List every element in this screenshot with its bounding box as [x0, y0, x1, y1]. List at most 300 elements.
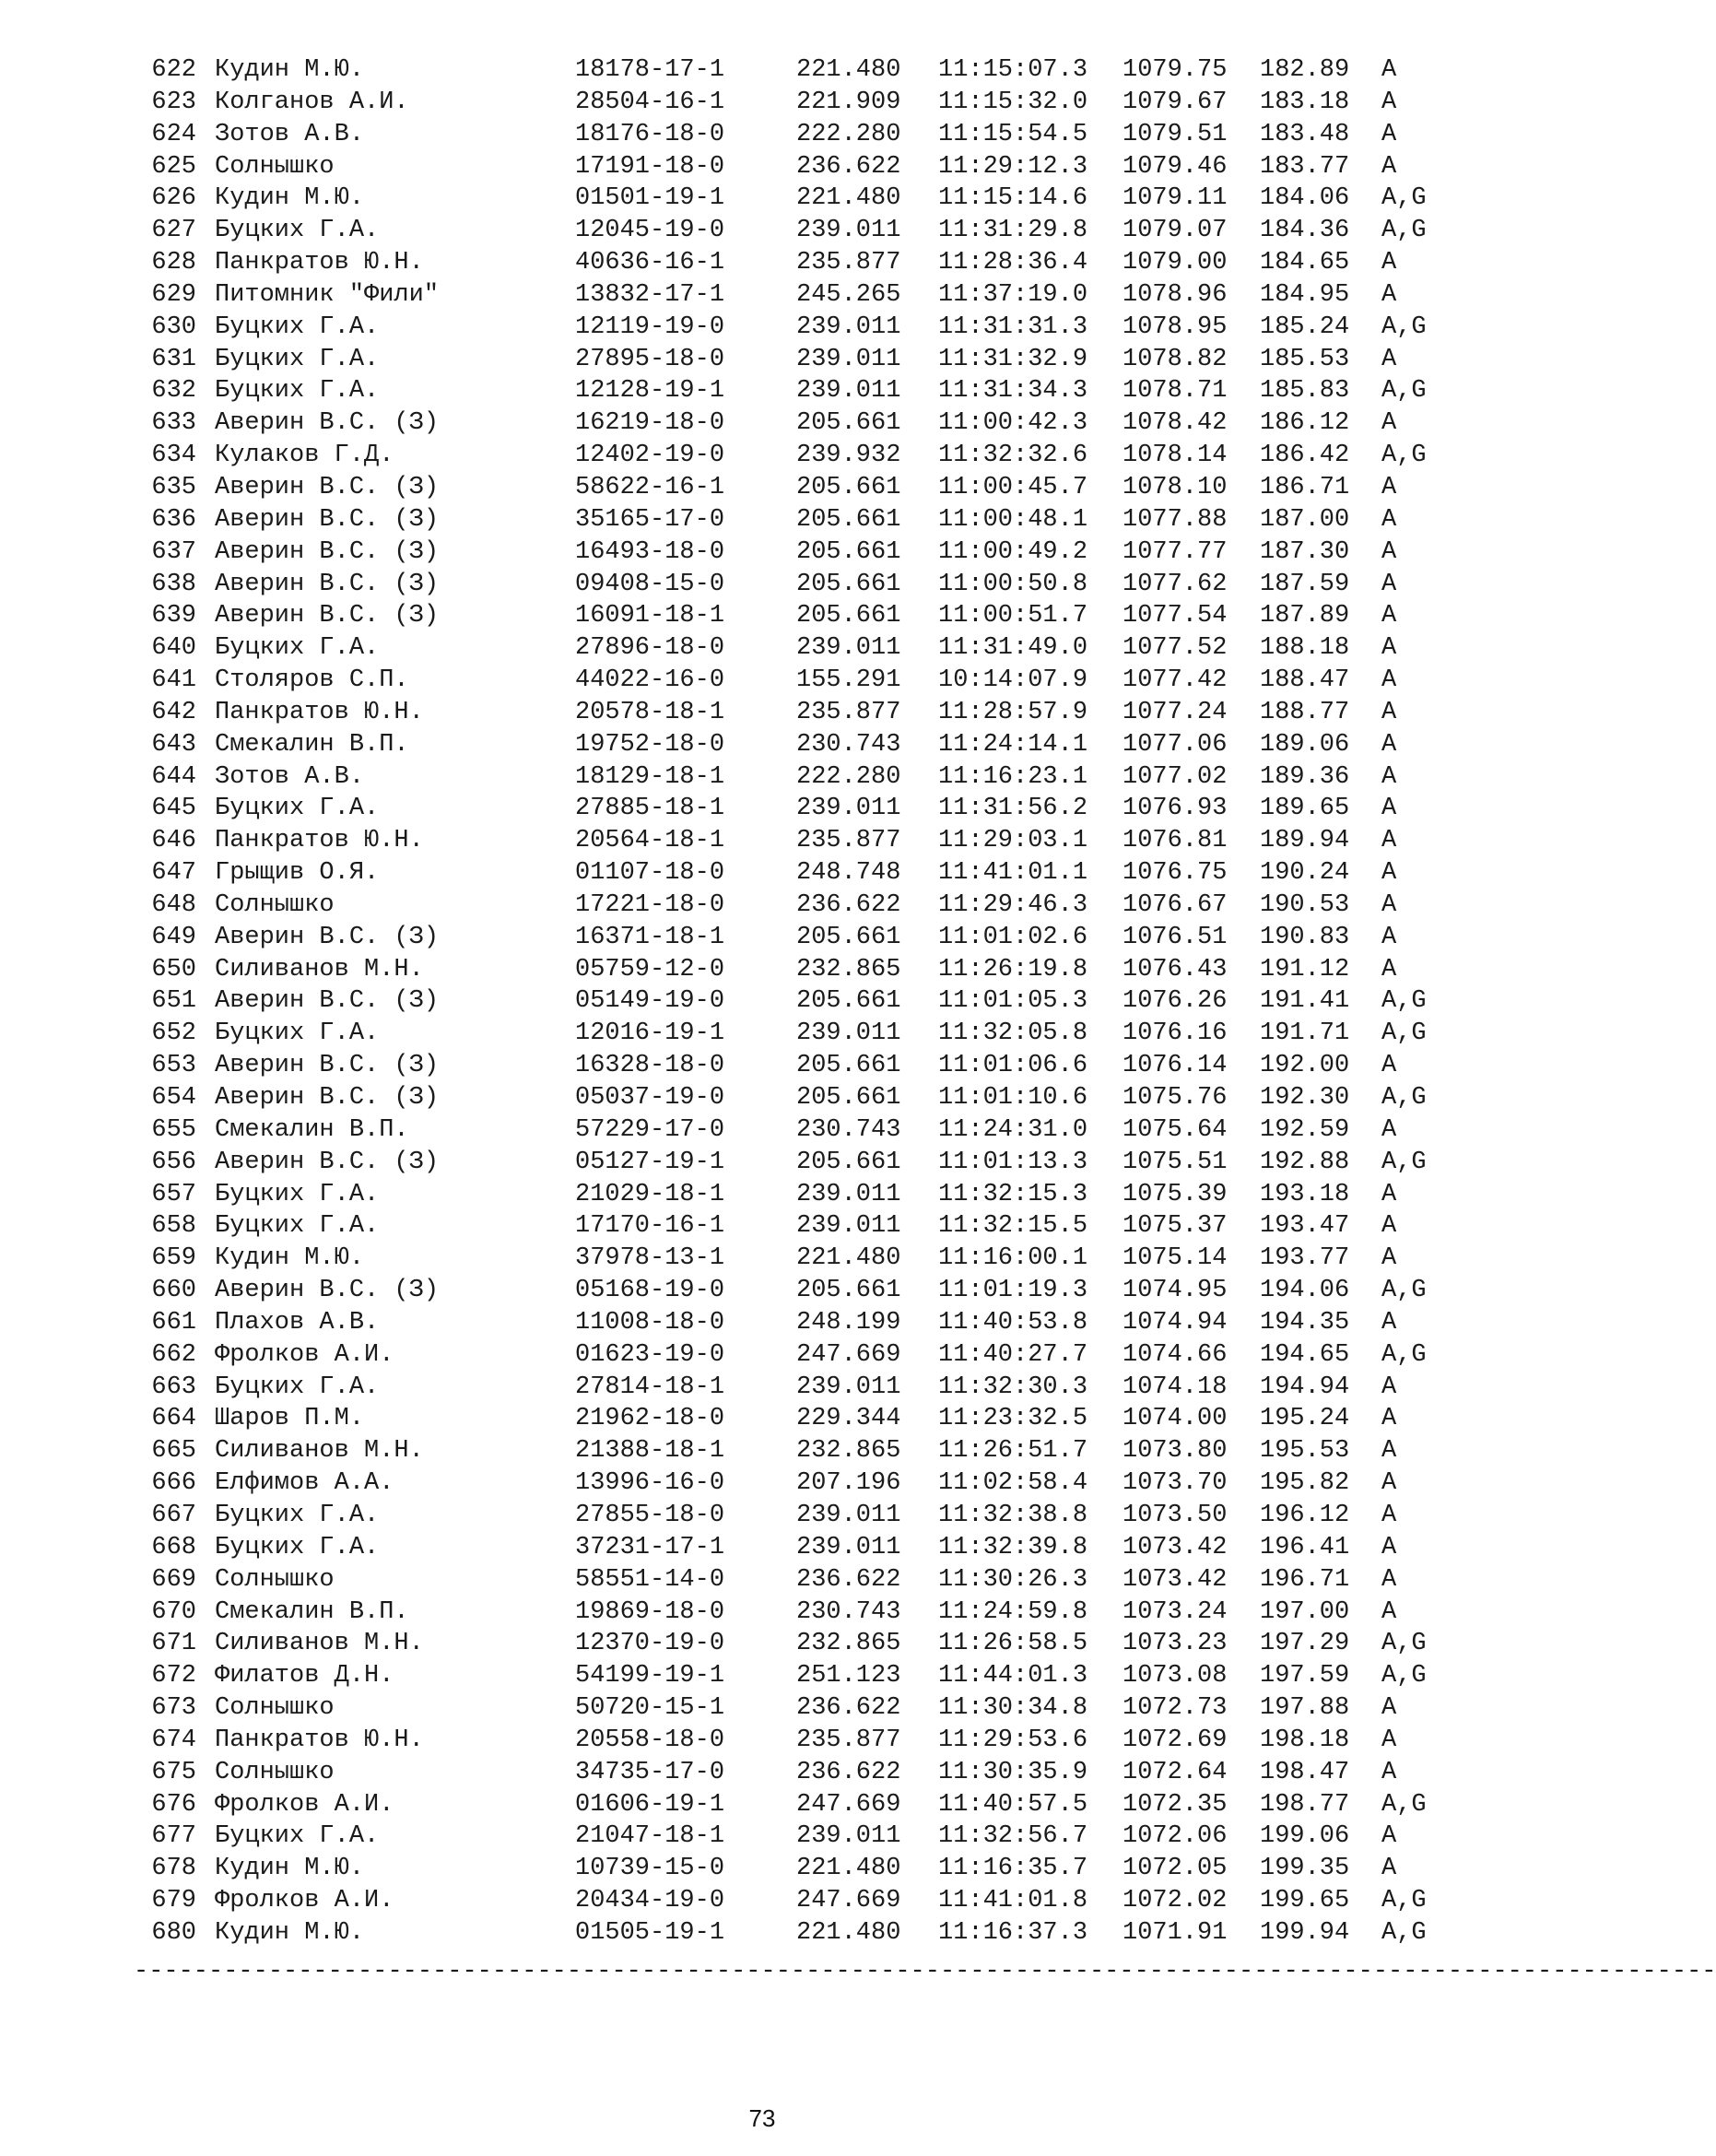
ring-number-cell: 21047-18-1: [575, 1822, 725, 1851]
coefficient-cell: 190.83: [1260, 923, 1350, 951]
fancier-name-cell: Аверин В.С. (З): [215, 923, 440, 951]
distance-cell: 205.661: [796, 1084, 901, 1112]
fancier-name-cell: Силиванов М.Н.: [215, 1630, 424, 1658]
coefficient-cell: 195.53: [1260, 1437, 1350, 1466]
flags-cell: A,G: [1381, 377, 1427, 406]
distance-cell: 245.265: [796, 280, 901, 309]
speed-cell: 1076.16: [1122, 1019, 1228, 1048]
ring-number-cell: 01623-19-0: [575, 1340, 725, 1369]
arrival-time-cell: 11:26:58.5: [938, 1630, 1088, 1658]
flags-cell: A: [1381, 280, 1397, 309]
arrival-time-cell: 11:01:13.3: [938, 1148, 1088, 1176]
fancier-name-cell: Кудин М.Ю.: [215, 184, 365, 213]
table-row: [149, 954, 1464, 986]
rank-cell: 636: [151, 505, 196, 534]
table-row: [149, 472, 1464, 504]
arrival-time-cell: 11:32:15.3: [938, 1180, 1088, 1208]
fancier-name-cell: Аверин В.С. (З): [215, 473, 440, 501]
ring-number-cell: 05759-12-0: [575, 955, 725, 984]
coefficient-cell: 189.94: [1260, 827, 1350, 855]
fancier-name-cell: Панкратов Ю.Н.: [215, 249, 424, 277]
flags-cell: A,G: [1381, 1148, 1427, 1176]
distance-cell: 236.622: [796, 1694, 901, 1723]
distance-cell: 232.865: [796, 1630, 901, 1658]
distance-cell: 239.011: [796, 377, 901, 406]
rank-cell: 623: [151, 88, 196, 116]
distance-cell: 239.011: [796, 1212, 901, 1241]
distance-cell: 205.661: [796, 923, 901, 951]
distance-cell: 232.865: [796, 1437, 901, 1466]
distance-cell: 239.011: [796, 345, 901, 373]
table-row: [149, 632, 1464, 665]
ring-number-cell: 16371-18-1: [575, 923, 725, 951]
flags-cell: A: [1381, 730, 1397, 759]
table-row: [149, 1467, 1464, 1500]
ring-number-cell: 05127-19-1: [575, 1148, 725, 1176]
ring-number-cell: 12045-19-0: [575, 217, 725, 245]
arrival-time-cell: 11:15:07.3: [938, 56, 1088, 84]
rank-cell: 661: [151, 1308, 196, 1337]
distance-cell: 205.661: [796, 570, 901, 598]
ring-number-cell: 12370-19-0: [575, 1630, 725, 1658]
arrival-time-cell: 11:00:49.2: [938, 537, 1088, 566]
arrival-time-cell: 11:30:34.8: [938, 1694, 1088, 1723]
speed-cell: 1076.75: [1122, 859, 1228, 888]
arrival-time-cell: 11:26:51.7: [938, 1437, 1088, 1466]
flags-cell: A: [1381, 473, 1397, 501]
distance-cell: 205.661: [796, 987, 901, 1016]
flags-cell: A: [1381, 570, 1397, 598]
table-row: [149, 151, 1464, 183]
fancier-name-cell: Аверин В.С. (З): [215, 409, 440, 438]
speed-cell: 1079.67: [1122, 88, 1228, 116]
rank-cell: 668: [151, 1533, 196, 1561]
coefficient-cell: 187.89: [1260, 602, 1350, 630]
fancier-name-cell: Грыщив О.Я.: [215, 859, 380, 888]
coefficient-cell: 194.94: [1260, 1373, 1350, 1401]
distance-cell: 236.622: [796, 152, 901, 181]
speed-cell: 1073.70: [1122, 1469, 1228, 1498]
speed-cell: 1077.42: [1122, 666, 1228, 695]
fancier-name-cell: Фролков А.И.: [215, 1790, 394, 1819]
speed-cell: 1074.66: [1122, 1340, 1228, 1369]
ring-number-cell: 28504-16-1: [575, 88, 725, 116]
distance-cell: 230.743: [796, 730, 901, 759]
table-row: [149, 857, 1464, 889]
page-number: 73: [748, 2104, 776, 2132]
ring-number-cell: 01107-18-0: [575, 859, 725, 888]
distance-cell: 235.877: [796, 827, 901, 855]
rank-cell: 669: [151, 1565, 196, 1594]
ring-number-cell: 37978-13-1: [575, 1244, 725, 1273]
coefficient-cell: 188.18: [1260, 634, 1350, 663]
table-row: [149, 1435, 1464, 1467]
coefficient-cell: 191.71: [1260, 1019, 1350, 1048]
rank-cell: 633: [151, 409, 196, 438]
speed-cell: 1077.52: [1122, 634, 1228, 663]
coefficient-cell: 185.24: [1260, 312, 1350, 341]
rank-cell: 642: [151, 698, 196, 726]
speed-cell: 1079.51: [1122, 120, 1228, 148]
ring-number-cell: 18176-18-0: [575, 120, 725, 148]
distance-cell: 205.661: [796, 1052, 901, 1080]
table-row: [149, 1885, 1464, 1917]
rank-cell: 673: [151, 1694, 196, 1723]
arrival-time-cell: 11:32:56.7: [938, 1822, 1088, 1851]
flags-cell: A: [1381, 1565, 1397, 1594]
flags-cell: A: [1381, 537, 1397, 566]
arrival-time-cell: 11:29:53.6: [938, 1726, 1088, 1754]
rank-cell: 679: [151, 1887, 196, 1915]
rank-cell: 660: [151, 1277, 196, 1305]
flags-cell: A: [1381, 1405, 1397, 1433]
speed-cell: 1077.02: [1122, 762, 1228, 791]
ring-number-cell: 21388-18-1: [575, 1437, 725, 1466]
arrival-time-cell: 11:29:46.3: [938, 890, 1088, 919]
table-row: [149, 1147, 1464, 1179]
distance-cell: 235.877: [796, 1726, 901, 1754]
coefficient-cell: 199.06: [1260, 1822, 1350, 1851]
table-row: [149, 1853, 1464, 1885]
speed-cell: 1072.73: [1122, 1694, 1228, 1723]
arrival-time-cell: 11:26:19.8: [938, 955, 1088, 984]
speed-cell: 1078.71: [1122, 377, 1228, 406]
ring-number-cell: 12128-19-1: [575, 377, 725, 406]
coefficient-cell: 184.06: [1260, 184, 1350, 213]
distance-cell: 221.480: [796, 1855, 901, 1883]
arrival-time-cell: 11:40:57.5: [938, 1790, 1088, 1819]
arrival-time-cell: 11:30:35.9: [938, 1758, 1088, 1786]
rank-cell: 666: [151, 1469, 196, 1498]
table-row: [149, 407, 1464, 440]
distance-cell: 205.661: [796, 602, 901, 630]
ring-number-cell: 35165-17-0: [575, 505, 725, 534]
distance-cell: 221.480: [796, 1918, 901, 1947]
table-row: [149, 247, 1464, 279]
rank-cell: 665: [151, 1437, 196, 1466]
flags-cell: A,G: [1381, 1340, 1427, 1369]
distance-cell: 248.748: [796, 859, 901, 888]
ring-number-cell: 58551-14-0: [575, 1565, 725, 1594]
coefficient-cell: 193.77: [1260, 1244, 1350, 1273]
coefficient-cell: 195.24: [1260, 1405, 1350, 1433]
table-row: [149, 1596, 1464, 1629]
arrival-time-cell: 11:01:02.6: [938, 923, 1088, 951]
speed-cell: 1071.91: [1122, 1918, 1228, 1947]
ring-number-cell: 20558-18-0: [575, 1726, 725, 1754]
flags-cell: A,G: [1381, 217, 1427, 245]
coefficient-cell: 183.18: [1260, 88, 1350, 116]
fancier-name-cell: Силиванов М.Н.: [215, 955, 424, 984]
ring-number-cell: 27895-18-0: [575, 345, 725, 373]
table-row: [149, 87, 1464, 119]
table-row: [149, 54, 1464, 87]
speed-cell: 1076.51: [1122, 923, 1228, 951]
fancier-name-cell: Солнышко: [215, 1758, 335, 1786]
fancier-name-cell: Аверин В.С. (З): [215, 1084, 440, 1112]
rank-cell: 675: [151, 1758, 196, 1786]
arrival-time-cell: 11:01:05.3: [938, 987, 1088, 1016]
ring-number-cell: 27855-18-0: [575, 1501, 725, 1529]
distance-cell: 221.909: [796, 88, 901, 116]
fancier-name-cell: Буцких Г.А.: [215, 795, 380, 823]
ring-number-cell: 44022-16-0: [575, 666, 725, 695]
fancier-name-cell: Аверин В.С. (З): [215, 987, 440, 1016]
flags-cell: A,G: [1381, 1887, 1427, 1915]
distance-cell: 155.291: [796, 666, 901, 695]
ring-number-cell: 13996-16-0: [575, 1469, 725, 1498]
rank-cell: 635: [151, 473, 196, 501]
coefficient-cell: 193.47: [1260, 1212, 1350, 1241]
distance-cell: 205.661: [796, 1277, 901, 1305]
speed-cell: 1072.02: [1122, 1887, 1228, 1915]
coefficient-cell: 188.47: [1260, 666, 1350, 695]
ring-number-cell: 05149-19-0: [575, 987, 725, 1016]
distance-cell: 239.011: [796, 1501, 901, 1529]
distance-cell: 221.480: [796, 184, 901, 213]
fancier-name-cell: Кудин М.Ю.: [215, 1244, 365, 1273]
ring-number-cell: 05037-19-0: [575, 1084, 725, 1112]
speed-cell: 1074.94: [1122, 1308, 1228, 1337]
fancier-name-cell: Фролков А.И.: [215, 1340, 394, 1369]
ring-number-cell: 19752-18-0: [575, 730, 725, 759]
fancier-name-cell: Буцких Г.А.: [215, 345, 380, 373]
speed-cell: 1078.14: [1122, 442, 1228, 470]
speed-cell: 1077.54: [1122, 602, 1228, 630]
table-row: [149, 1820, 1464, 1853]
flags-cell: A,G: [1381, 1019, 1427, 1048]
fancier-name-cell: Смекалин В.П.: [215, 730, 409, 759]
fancier-name-cell: Буцких Г.А.: [215, 634, 380, 663]
coefficient-cell: 184.65: [1260, 249, 1350, 277]
ring-number-cell: 01501-19-1: [575, 184, 725, 213]
rank-cell: 638: [151, 570, 196, 598]
table-row: [149, 569, 1464, 601]
distance-cell: 239.011: [796, 1822, 901, 1851]
rank-cell: 629: [151, 280, 196, 309]
arrival-time-cell: 11:32:38.8: [938, 1501, 1088, 1529]
table-row: [149, 440, 1464, 472]
coefficient-cell: 184.36: [1260, 217, 1350, 245]
ring-number-cell: 01606-19-1: [575, 1790, 725, 1819]
ring-number-cell: 27896-18-0: [575, 634, 725, 663]
distance-cell: 236.622: [796, 1758, 901, 1786]
arrival-time-cell: 11:32:05.8: [938, 1019, 1088, 1048]
ring-number-cell: 54199-19-1: [575, 1662, 725, 1691]
ring-number-cell: 37231-17-1: [575, 1533, 725, 1561]
coefficient-cell: 189.65: [1260, 795, 1350, 823]
arrival-time-cell: 11:00:42.3: [938, 409, 1088, 438]
coefficient-cell: 198.47: [1260, 1758, 1350, 1786]
ring-number-cell: 01505-19-1: [575, 1918, 725, 1947]
coefficient-cell: 196.41: [1260, 1533, 1350, 1561]
fancier-name-cell: Буцких Г.А.: [215, 377, 380, 406]
fancier-name-cell: Буцких Г.А.: [215, 1501, 380, 1529]
table-row: [149, 1179, 1464, 1211]
rank-cell: 639: [151, 602, 196, 630]
flags-cell: A: [1381, 120, 1397, 148]
flags-cell: A,G: [1381, 184, 1427, 213]
rank-cell: 640: [151, 634, 196, 663]
fancier-name-cell: Аверин В.С. (З): [215, 1148, 440, 1176]
arrival-time-cell: 11:01:06.6: [938, 1052, 1088, 1080]
fancier-name-cell: Кулаков Г.Д.: [215, 442, 394, 470]
speed-cell: 1076.26: [1122, 987, 1228, 1016]
arrival-time-cell: 11:16:35.7: [938, 1855, 1088, 1883]
rank-cell: 622: [151, 56, 196, 84]
ring-number-cell: 58622-16-1: [575, 473, 725, 501]
flags-cell: A: [1381, 249, 1397, 277]
table-row: [149, 536, 1464, 569]
arrival-time-cell: 11:31:31.3: [938, 312, 1088, 341]
table-row: [149, 1307, 1464, 1339]
fancier-name-cell: Фролков А.И.: [215, 1887, 394, 1915]
speed-cell: 1076.67: [1122, 890, 1228, 919]
speed-cell: 1072.05: [1122, 1855, 1228, 1883]
speed-cell: 1076.43: [1122, 955, 1228, 984]
speed-cell: 1079.00: [1122, 249, 1228, 277]
arrival-time-cell: 11:24:59.8: [938, 1597, 1088, 1626]
flags-cell: A: [1381, 1597, 1397, 1626]
distance-cell: 222.280: [796, 120, 901, 148]
table-row: [149, 793, 1464, 825]
coefficient-cell: 186.12: [1260, 409, 1350, 438]
fancier-name-cell: Аверин В.С. (З): [215, 1052, 440, 1080]
arrival-time-cell: 11:31:32.9: [938, 345, 1088, 373]
table-row: [149, 1372, 1464, 1404]
fancier-name-cell: Буцких Г.А.: [215, 1212, 380, 1241]
table-row: [149, 312, 1464, 344]
coefficient-cell: 185.53: [1260, 345, 1350, 373]
fancier-name-cell: Колганов А.И.: [215, 88, 409, 116]
flags-cell: A,G: [1381, 1277, 1427, 1305]
flags-cell: A: [1381, 795, 1397, 823]
rank-cell: 626: [151, 184, 196, 213]
fancier-name-cell: Питомник "Фили": [215, 280, 440, 309]
fancier-name-cell: Кудин М.Ю.: [215, 1855, 365, 1883]
flags-cell: A: [1381, 1180, 1397, 1208]
flags-cell: A: [1381, 1855, 1397, 1883]
coefficient-cell: 192.30: [1260, 1084, 1350, 1112]
coefficient-cell: 184.95: [1260, 280, 1350, 309]
arrival-time-cell: 11:31:34.3: [938, 377, 1088, 406]
coefficient-cell: 192.00: [1260, 1052, 1350, 1080]
distance-cell: 221.480: [796, 56, 901, 84]
distance-cell: 239.011: [796, 1019, 901, 1048]
arrival-time-cell: 11:00:48.1: [938, 505, 1088, 534]
fancier-name-cell: Аверин В.С. (З): [215, 570, 440, 598]
table-row: [149, 1082, 1464, 1114]
arrival-time-cell: 10:14:07.9: [938, 666, 1088, 695]
coefficient-cell: 187.59: [1260, 570, 1350, 598]
coefficient-cell: 182.89: [1260, 56, 1350, 84]
table-row: [149, 1532, 1464, 1564]
ring-number-cell: 09408-15-0: [575, 570, 725, 598]
arrival-time-cell: 11:24:14.1: [938, 730, 1088, 759]
coefficient-cell: 190.53: [1260, 890, 1350, 919]
table-row: [149, 375, 1464, 407]
rank-cell: 652: [151, 1019, 196, 1048]
distance-cell: 221.480: [796, 1244, 901, 1273]
flags-cell: A: [1381, 1308, 1397, 1337]
distance-cell: 248.199: [796, 1308, 901, 1337]
speed-cell: 1079.11: [1122, 184, 1228, 213]
fancier-name-cell: Аверин В.С. (З): [215, 537, 440, 566]
fancier-name-cell: Зотов А.В.: [215, 120, 365, 148]
flags-cell: A: [1381, 1533, 1397, 1561]
table-row: [149, 215, 1464, 247]
flags-cell: A: [1381, 1437, 1397, 1466]
rank-cell: 627: [151, 217, 196, 245]
flags-cell: A,G: [1381, 1630, 1427, 1658]
speed-cell: 1077.77: [1122, 537, 1228, 566]
fancier-name-cell: Солнышко: [215, 1694, 335, 1723]
distance-cell: 229.344: [796, 1405, 901, 1433]
rank-cell: 659: [151, 1244, 196, 1273]
rank-cell: 625: [151, 152, 196, 181]
rank-cell: 628: [151, 249, 196, 277]
speed-cell: 1078.42: [1122, 409, 1228, 438]
coefficient-cell: 198.18: [1260, 1726, 1350, 1754]
distance-cell: 205.661: [796, 409, 901, 438]
distance-cell: 239.011: [796, 217, 901, 245]
speed-cell: 1079.75: [1122, 56, 1228, 84]
arrival-time-cell: 11:15:14.6: [938, 184, 1088, 213]
flags-cell: A,G: [1381, 1918, 1427, 1947]
coefficient-cell: 196.71: [1260, 1565, 1350, 1594]
flags-cell: A: [1381, 56, 1397, 84]
ring-number-cell: 20564-18-1: [575, 827, 725, 855]
coefficient-cell: 196.12: [1260, 1501, 1350, 1529]
table-row: [149, 665, 1464, 697]
table-row: [149, 1050, 1464, 1082]
speed-cell: 1073.80: [1122, 1437, 1228, 1466]
coefficient-cell: 192.88: [1260, 1148, 1350, 1176]
speed-cell: 1079.07: [1122, 217, 1228, 245]
ring-number-cell: 19869-18-0: [575, 1597, 725, 1626]
table-row: [149, 1243, 1464, 1275]
flags-cell: A: [1381, 890, 1397, 919]
coefficient-cell: 197.88: [1260, 1694, 1350, 1723]
flags-cell: A,G: [1381, 1790, 1427, 1819]
arrival-time-cell: 11:02:58.4: [938, 1469, 1088, 1498]
table-row: [149, 825, 1464, 857]
arrival-time-cell: 11:32:15.5: [938, 1212, 1088, 1241]
distance-cell: 205.661: [796, 473, 901, 501]
table-row: [149, 922, 1464, 954]
ring-number-cell: 16091-18-1: [575, 602, 725, 630]
ring-number-cell: 12402-19-0: [575, 442, 725, 470]
distance-cell: 222.280: [796, 762, 901, 791]
table-row: [149, 1018, 1464, 1050]
table-row: [149, 697, 1464, 729]
arrival-time-cell: 11:41:01.1: [938, 859, 1088, 888]
speed-cell: 1078.10: [1122, 473, 1228, 501]
fancier-name-cell: Панкратов Ю.Н.: [215, 698, 424, 726]
results-table: [149, 54, 1464, 1950]
ring-number-cell: 16328-18-0: [575, 1052, 725, 1080]
coefficient-cell: 191.12: [1260, 955, 1350, 984]
speed-cell: 1074.00: [1122, 1405, 1228, 1433]
coefficient-cell: 193.18: [1260, 1180, 1350, 1208]
speed-cell: 1079.46: [1122, 152, 1228, 181]
separator-line: ----------------------------------------------------------------------------------------------------------: [134, 1958, 1716, 1985]
ring-number-cell: 11008-18-0: [575, 1308, 725, 1337]
fancier-name-cell: Буцких Г.А.: [215, 1373, 380, 1401]
fancier-name-cell: Панкратов Ю.Н.: [215, 1726, 424, 1754]
rank-cell: 641: [151, 666, 196, 695]
rank-cell: 654: [151, 1084, 196, 1112]
